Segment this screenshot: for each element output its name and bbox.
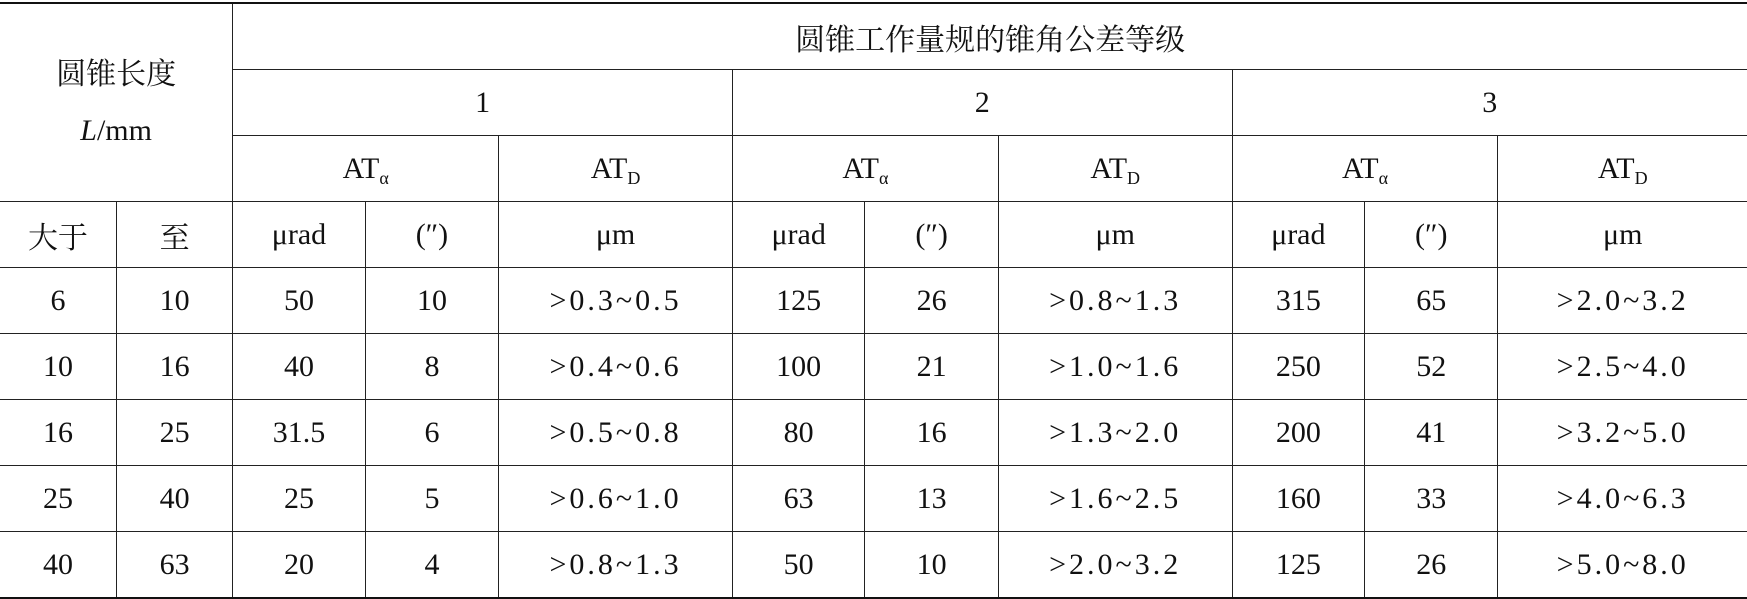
unit-um: μm	[1498, 202, 1747, 268]
cell-to: 16	[116, 334, 232, 400]
grade-2-header: 2	[732, 70, 1232, 136]
table-row	[0, 532, 1747, 599]
cell-g3-sec: 26	[1365, 532, 1498, 599]
cell-g2-um: >2.0~3.2	[998, 532, 1232, 599]
cell-g3-sec: 65	[1365, 268, 1498, 334]
cell-to: 40	[116, 466, 232, 532]
cell-g1-um: >0.6~1.0	[499, 466, 733, 532]
cell-g3-um: >2.5~4.0	[1498, 334, 1747, 400]
cell-g2-sec: 21	[865, 334, 998, 400]
at-d-header: $AT_D$	[1498, 136, 1747, 202]
cell-g3-um: >4.0~6.3	[1498, 466, 1747, 532]
cell-g2-sec: 13	[865, 466, 998, 532]
cell-g1-urad: 25	[233, 466, 365, 532]
cell-over: 10	[0, 334, 116, 400]
cell-g2-urad: 100	[732, 334, 864, 400]
cell-g1-sec: 5	[365, 466, 498, 532]
cell-g1-sec: 6	[365, 400, 498, 466]
cell-g2-urad: 63	[732, 466, 864, 532]
col-to-header: 至	[116, 202, 232, 268]
length-label: 圆锥长度	[56, 57, 177, 91]
cell-over: 16	[0, 400, 116, 466]
cell-g3-sec: 41	[1365, 400, 1498, 466]
cell-g3-um: >5.0~8.0	[1498, 532, 1747, 599]
cell-g3-urad: 200	[1232, 400, 1364, 466]
length-unit: /mm	[96, 113, 152, 147]
grade-3-header: 3	[1232, 70, 1747, 136]
cell-g2-sec: 16	[865, 400, 998, 466]
table-row	[0, 400, 1747, 466]
at-alpha-header: $AT_\alpha$	[1232, 136, 1498, 202]
at-d-header: $AT_D$	[998, 136, 1232, 202]
cell-g1-urad: 20	[233, 532, 365, 599]
at-alpha-header: $AT_\alpha$	[732, 136, 998, 202]
unit-urad: μrad	[732, 202, 864, 268]
unit-um: μm	[998, 202, 1232, 268]
cell-g1-sec: 8	[365, 334, 498, 400]
cell-g2-urad: 50	[732, 532, 864, 599]
main-title: 圆锥工作量规的锥角公差等级	[233, 3, 1747, 70]
taper-gauge-tolerance-table	[0, 2, 1747, 599]
cell-g1-um: >0.5~0.8	[499, 400, 733, 466]
cell-over: 6	[0, 268, 116, 334]
cell-to: 25	[116, 400, 232, 466]
cell-g1-urad: 40	[233, 334, 365, 400]
col-over-header: 大于	[0, 202, 116, 268]
cell-g3-sec: 33	[1365, 466, 1498, 532]
cell-over: 40	[0, 532, 116, 599]
table-row	[0, 268, 1747, 334]
cell-g2-um: >1.0~1.6	[998, 334, 1232, 400]
cell-g2-urad: 125	[732, 268, 864, 334]
at-alpha-header: $AT_\alpha$	[233, 136, 499, 202]
cell-over: 25	[0, 466, 116, 532]
table-row	[0, 334, 1747, 400]
unit-um: μm	[499, 202, 733, 268]
length-header	[0, 3, 233, 202]
cell-g2-um: >1.3~2.0	[998, 400, 1232, 466]
cell-g1-urad: 50	[233, 268, 365, 334]
cell-g3-urad: 250	[1232, 334, 1364, 400]
cell-g1-urad: 31.5	[233, 400, 365, 466]
unit-sec: (″)	[1365, 202, 1498, 268]
cell-g1-um: >0.4~0.6	[499, 334, 733, 400]
cell-to: 10	[116, 268, 232, 334]
length-symbol: L	[80, 113, 97, 147]
cell-g2-um: >0.8~1.3	[998, 268, 1232, 334]
cell-g1-sec: 4	[365, 532, 498, 599]
cell-g3-sec: 52	[1365, 334, 1498, 400]
cell-g3-um: >3.2~5.0	[1498, 400, 1747, 466]
cell-g2-urad: 80	[732, 400, 864, 466]
cell-g3-urad: 160	[1232, 466, 1364, 532]
cell-g1-um: >0.8~1.3	[499, 532, 733, 599]
unit-urad: μrad	[233, 202, 365, 268]
table-row	[0, 466, 1747, 532]
cell-g3-urad: 125	[1232, 532, 1364, 599]
cell-to: 63	[116, 532, 232, 599]
cell-g1-um: >0.3~0.5	[499, 268, 733, 334]
unit-sec: (″)	[365, 202, 498, 268]
cell-g2-sec: 26	[865, 268, 998, 334]
cell-g2-um: >1.6~2.5	[998, 466, 1232, 532]
at-d-header: $AT_D$	[499, 136, 733, 202]
cell-g2-sec: 10	[865, 532, 998, 599]
cell-g3-urad: 315	[1232, 268, 1364, 334]
cell-g3-um: >2.0~3.2	[1498, 268, 1747, 334]
unit-sec: (″)	[865, 202, 998, 268]
grade-1-header: 1	[233, 70, 733, 136]
unit-urad: μrad	[1232, 202, 1364, 268]
cell-g1-sec: 10	[365, 268, 498, 334]
